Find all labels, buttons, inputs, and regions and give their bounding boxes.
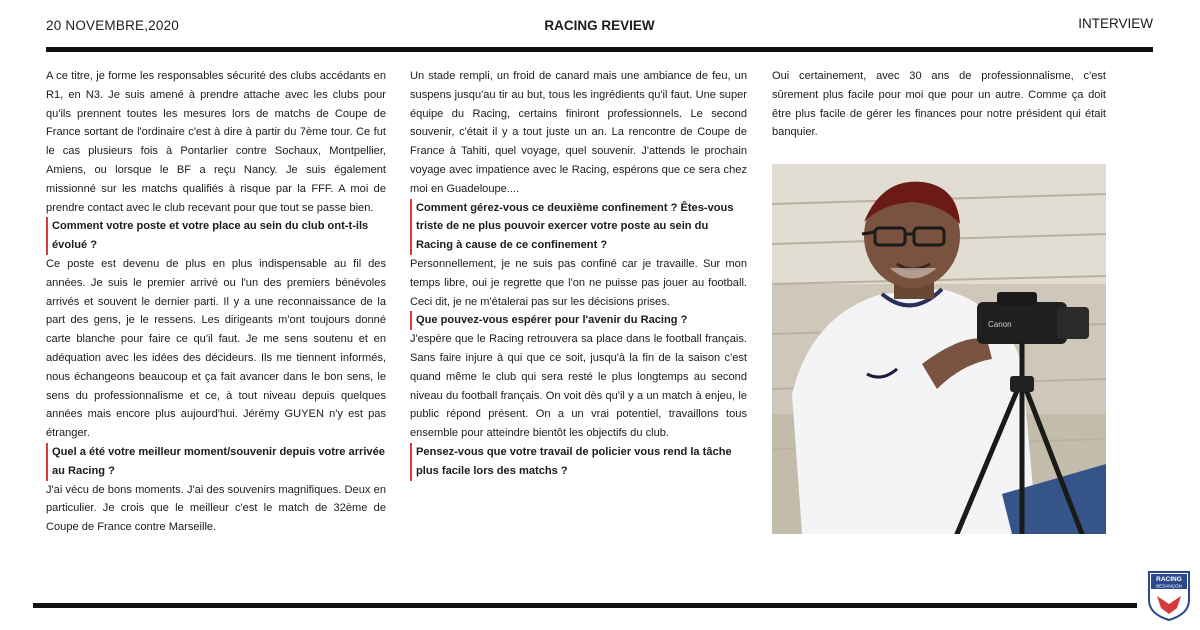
club-crest-icon — [1147, 570, 1191, 622]
club-logo — [1147, 570, 1191, 622]
paragraph: A ce titre, je forme les responsables sécurité des clubs accédants en R1, en N3. Je suis amené à prendre attache avec les clubs pour qu'ils prennent toutes les mesures lors de matchs de Coupe de France sortant de l'ordinaire c'est à dire à partir du 7ème tour. Ce fut le cas plusieurs fois à Pontarlier contre Sochaux, Montpellier, Amiens, ou lorsque le BF a reçu Nancy. Je suis également missionné sur les matchs qualifiés à risque par la FFF. A moi de prendre contact avec le club recevant pour que tout se passe bien. — [46, 70, 386, 214]
article-column-2 — [410, 67, 747, 481]
page-header — [46, 16, 1153, 36]
logo-text-besancon: BESANÇON — [1156, 583, 1182, 589]
article-column-1 — [46, 67, 386, 537]
top-divider — [46, 47, 1153, 52]
photo-illustration — [772, 164, 1106, 534]
interview-question: Comment votre poste et votre place au sein du club ont-t-ils évolué ? — [46, 217, 386, 255]
article-column-3 — [772, 67, 1106, 142]
magazine-title: RACING REVIEW — [544, 18, 655, 33]
paragraph: Personnellement, je ne suis pas confiné car je travaille. Sur mon temps libre, oui je regrette que l'on ne puisse pas jouer au football. Ceci dit, je ne m'étalerai pas sur les décisions prises. — [410, 257, 747, 308]
paragraph: Un stade rempli, un froid de canard mais une ambiance de feu, un suspens jusqu'au tir au but, tous les ingrédients qu'il faut. Une super équipe du Racing, certains finiront professionnels. Le second souvenir, c'était il y a tout juste un an. La rencontre de Coupe de France à Tahiti, quel voyage, quel souvenir. J'attends le prochain voyage avec impatience avec le Racing, espérons que ce sera chez moi en Guadeloupe.... — [410, 70, 747, 195]
camera-brand-label: Canon — [988, 320, 1012, 329]
interview-question: Comment gérez-vous ce deuxième confinement ? Êtes-vous triste de ne plus pouvoir exercer votre poste au sein du Racing à cause de ce confinement ? — [410, 199, 747, 255]
paragraph: J'espère que le Racing retrouvera sa place dans le football français. Sans faire injure à qui que ce soit, jusqu'à la fin de la saison c'est quand même le club qui sera resté le plus longtemps au second niveau du football français. On voit dès qu'il y a un match à enjeu, le public répond présent. On a un vrai potentiel, travaillons tous ensemble pour atteindre bientôt les objectifs du club. — [410, 333, 747, 440]
logo-text-racing: RACING — [1156, 576, 1182, 583]
interview-question: Que pouvez-vous espérer pour l'avenir du Racing ? — [410, 311, 747, 330]
interview-question: Pensez-vous que votre travail de policier vous rend la tâche plus facile lors des matchs ? — [410, 443, 747, 481]
bottom-divider — [33, 603, 1137, 608]
section-label: INTERVIEW — [1078, 16, 1153, 31]
interviewee-photo — [772, 164, 1106, 534]
paragraph: Oui certainement, avec 30 ans de professionnalisme, c'est sûrement plus facile pour moi que pour un autre. Comme ça doit être plus facile de gérer les finances pour notre président qui était banquier. — [772, 70, 1106, 139]
paragraph: J'ai vécu de bons moments. J'ai des souvenirs magnifiques. Deux en particulier. Je crois que le meilleur c'est le match de 32ème de Coupe de France contre Marseille. — [46, 483, 386, 534]
paragraph: Ce poste est devenu de plus en plus indispensable au fil des années. Je suis le premier arrivé ou l'un des premiers bénévoles arrivés et souvent le dernier parti. Il y a une reconnaissance de la part des gens, je le ressens. Les dirigeants m'ont toujours donné carte blanche pour faire ce qu'il faut. Je me sens soutenu et en adéquation avec les idées des décideurs. Ils me tiennent informés, nous échangeons beaucoup et ça fait avancer dans le bon sens, le sens du professionnalisme et ce, à tout niveau depuis quelques années mais encore plus aujourd'hui. Jérémy GUYEN n'y est pas étranger. — [46, 257, 386, 440]
issue-date: 20 NOVEMBRE,2020 — [46, 18, 180, 33]
interview-question: Quel a été votre meilleur moment/souvenir depuis votre arrivée au Racing ? — [46, 443, 386, 481]
